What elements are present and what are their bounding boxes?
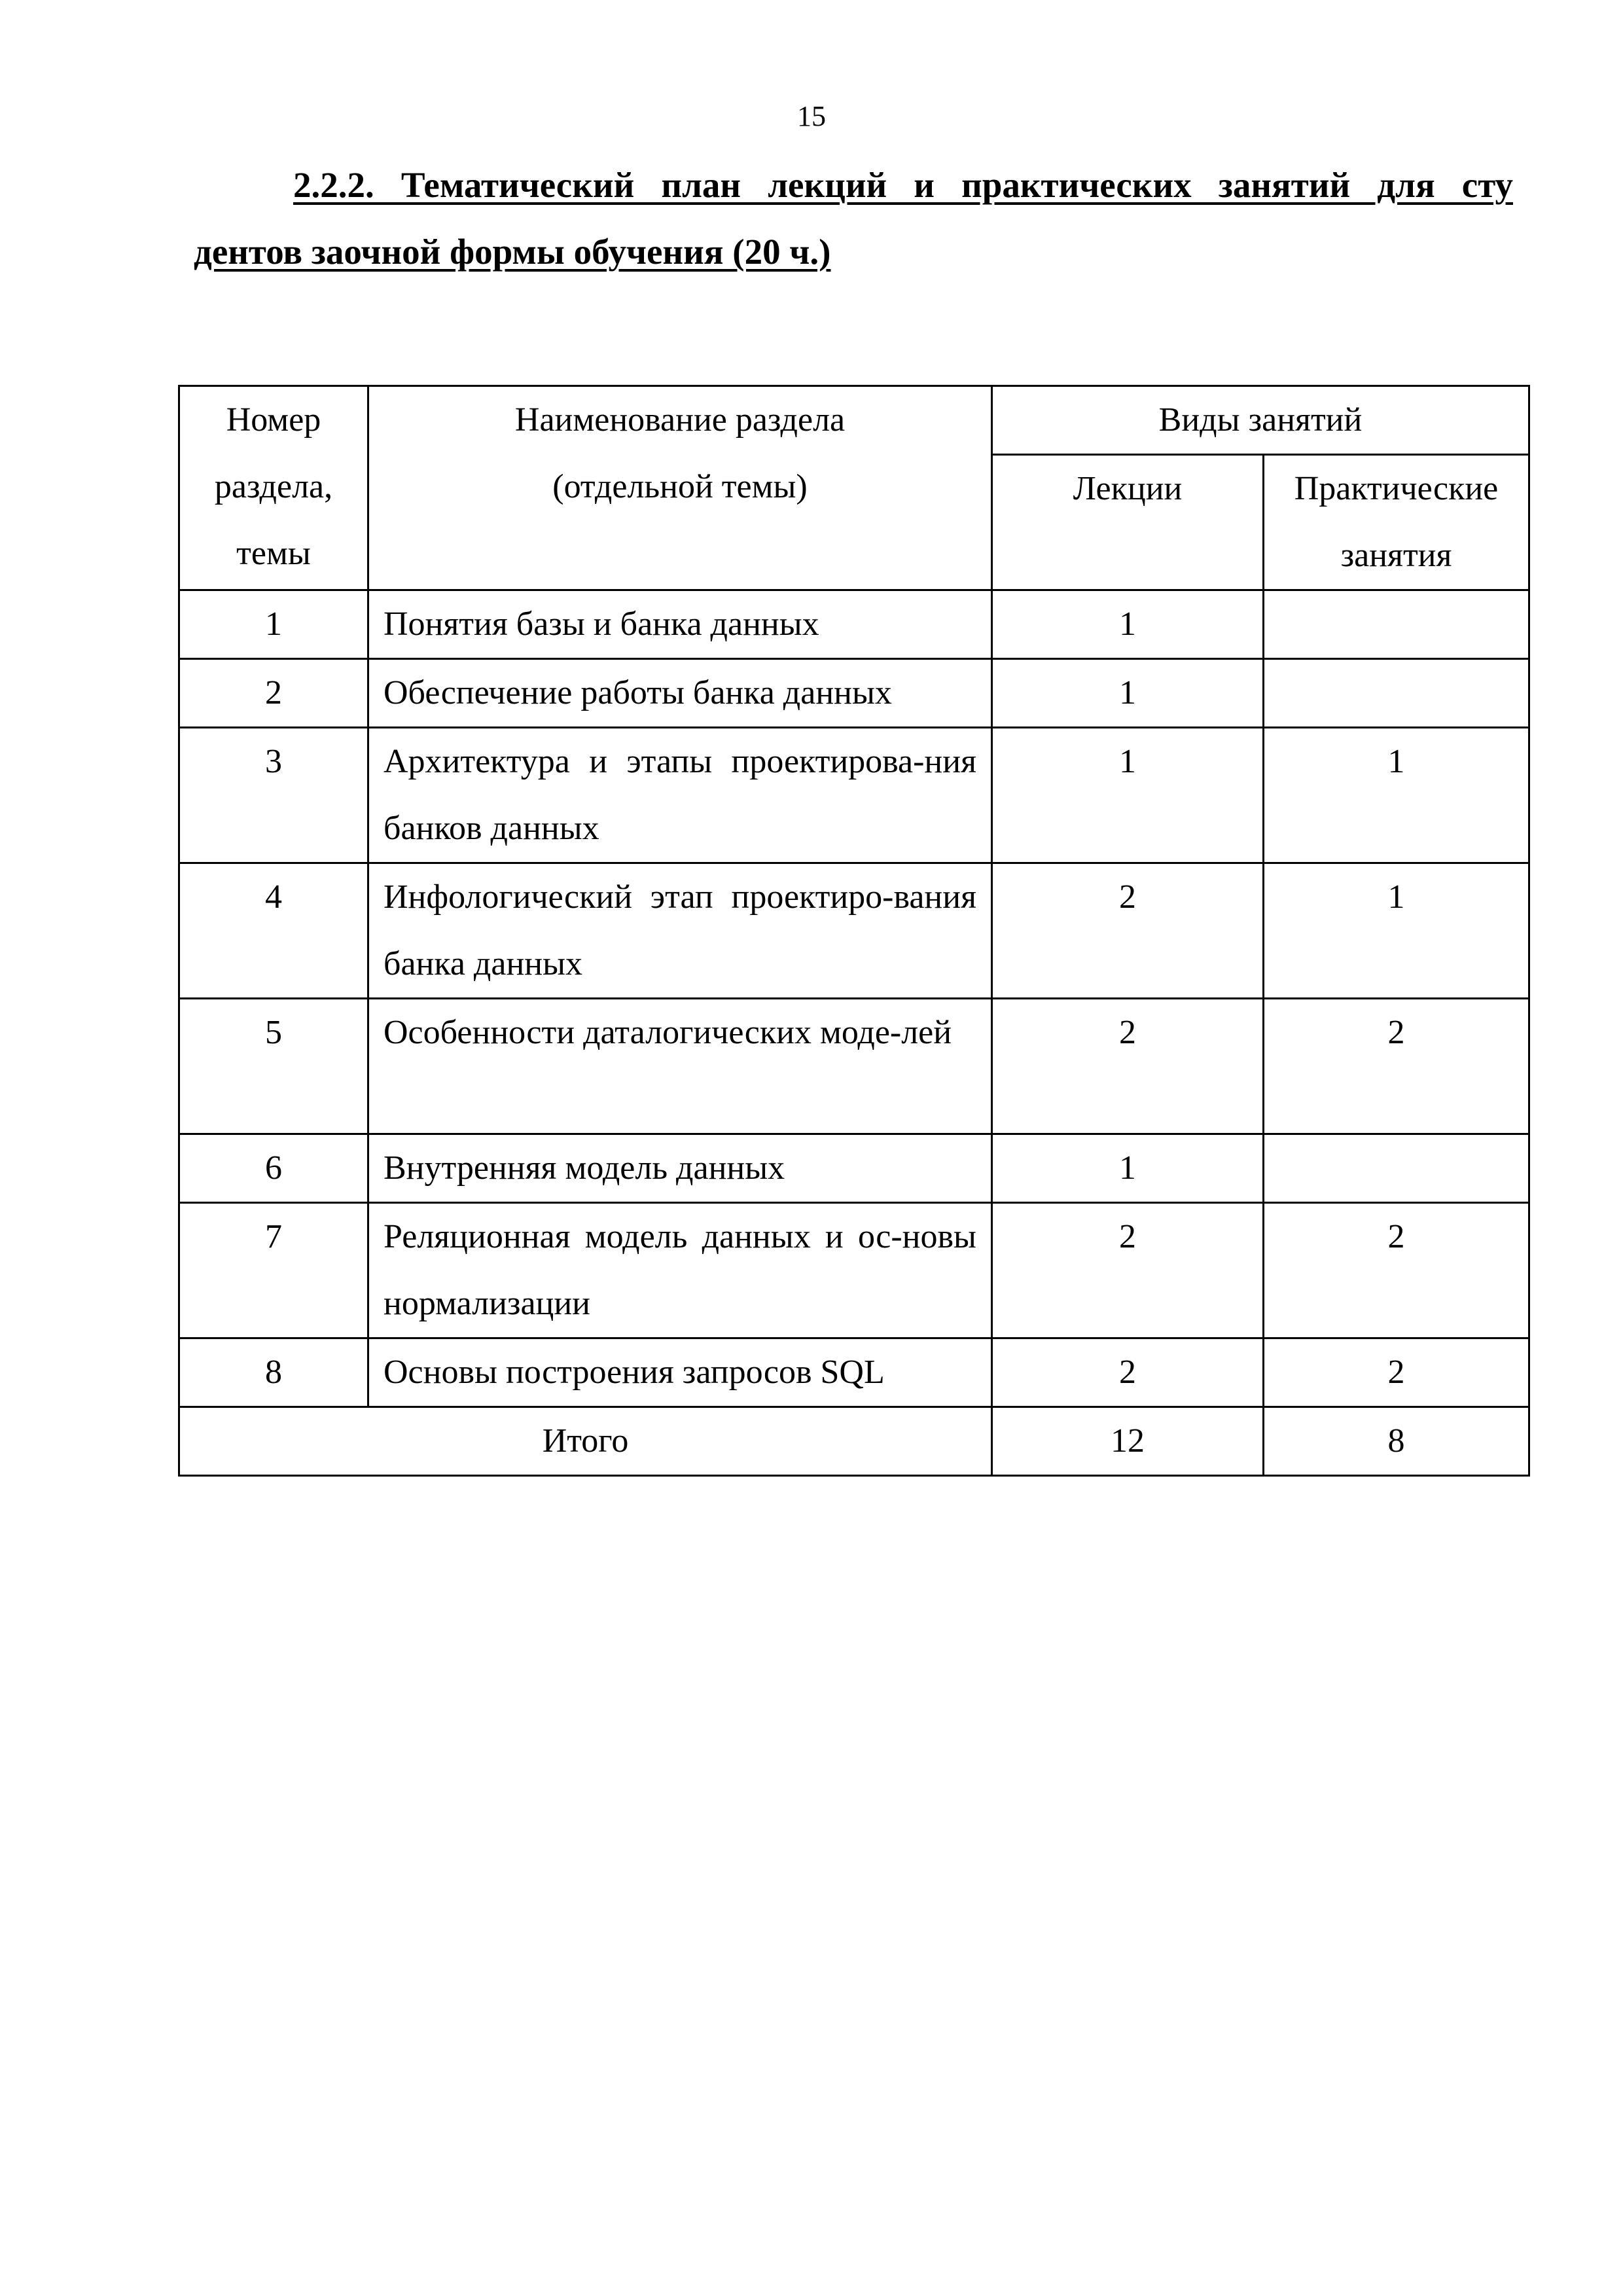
row-name	[368, 1134, 992, 1203]
row-practical: 2	[1264, 1338, 1529, 1407]
header-lectures-cell: Лекции	[992, 455, 1264, 590]
row-practical	[1264, 659, 1529, 728]
header-name-line: Наименование раздела	[514, 401, 846, 439]
table-row	[179, 999, 1529, 1134]
total-practical: 8	[1264, 1407, 1529, 1476]
row-number: 4	[179, 863, 368, 999]
row-name	[368, 1338, 992, 1407]
table-row	[179, 863, 1529, 999]
row-name-text: Понятия базы и банка данных	[383, 605, 819, 643]
row-practical: 2	[1264, 999, 1529, 1134]
row-name-text: Архитектура и этапы проектирова-ния банков данных	[383, 743, 976, 847]
row-name	[368, 863, 992, 999]
row-name	[368, 999, 992, 1134]
row-name	[368, 728, 992, 863]
header-name-cell	[368, 386, 992, 590]
header-practical-line: занятия	[1340, 537, 1452, 574]
row-number: 8	[179, 1338, 368, 1407]
table-row	[179, 1134, 1529, 1203]
row-name-text: Основы построения запросов SQL	[383, 1354, 885, 1391]
row-practical: 1	[1264, 728, 1529, 863]
row-number: 3	[179, 728, 368, 863]
row-name	[368, 659, 992, 728]
header-number-line: темы	[236, 535, 311, 572]
row-lectures: 2	[992, 863, 1264, 999]
header-number-cell	[179, 386, 368, 590]
row-number: 1	[179, 590, 368, 659]
total-label: Итого	[179, 1407, 992, 1476]
thematic-plan-table	[178, 385, 1530, 1477]
total-lectures: 12	[992, 1407, 1264, 1476]
page-number: 15	[797, 100, 826, 132]
row-lectures: 2	[992, 1203, 1264, 1338]
header-practical-cell	[1264, 455, 1529, 590]
table-row	[179, 728, 1529, 863]
row-number: 6	[179, 1134, 368, 1203]
table-row	[179, 1203, 1529, 1338]
heading-line-2: дентов заочной формы обучения (20 ч.)	[194, 232, 831, 272]
row-name-text: Реляционная модель данных и ос-новы нормализации	[383, 1218, 976, 1322]
row-practical: 1	[1264, 863, 1529, 999]
total-row	[179, 1407, 1529, 1476]
row-name	[368, 590, 992, 659]
row-lectures: 2	[992, 999, 1264, 1134]
row-name-text: Внутренняя модель данных	[383, 1149, 785, 1187]
row-practical: 2	[1264, 1203, 1529, 1338]
header-name-line: (отдельной темы)	[552, 468, 808, 505]
header-number-line: раздела,	[214, 468, 333, 505]
row-number: 5	[179, 999, 368, 1134]
row-number: 7	[179, 1203, 368, 1338]
row-name-text: Особенности даталогических моде-лей	[383, 1014, 952, 1051]
header-practical-line: Практические	[1294, 470, 1499, 507]
header-number-line: Номер	[226, 401, 321, 439]
row-practical	[1264, 590, 1529, 659]
row-lectures: 1	[992, 659, 1264, 728]
header-types-cell: Виды занятий	[992, 386, 1529, 455]
row-name	[368, 1203, 992, 1338]
table-row	[179, 590, 1529, 659]
row-name-text: Инфологический этап проектиро-вания банка данных	[383, 878, 976, 982]
heading-line-1: 2.2.2. Тематический план лекций и практических занятий для сту	[293, 165, 1513, 205]
table-row	[179, 1338, 1529, 1407]
row-lectures: 1	[992, 590, 1264, 659]
row-lectures: 2	[992, 1338, 1264, 1407]
row-name-text: Обеспечение работы банка данных	[383, 674, 892, 711]
header-row-top	[179, 386, 1529, 455]
table-row	[179, 659, 1529, 728]
row-number: 2	[179, 659, 368, 728]
section-heading	[194, 152, 1513, 285]
row-lectures: 1	[992, 1134, 1264, 1203]
row-practical	[1264, 1134, 1529, 1203]
row-lectures: 1	[992, 728, 1264, 863]
